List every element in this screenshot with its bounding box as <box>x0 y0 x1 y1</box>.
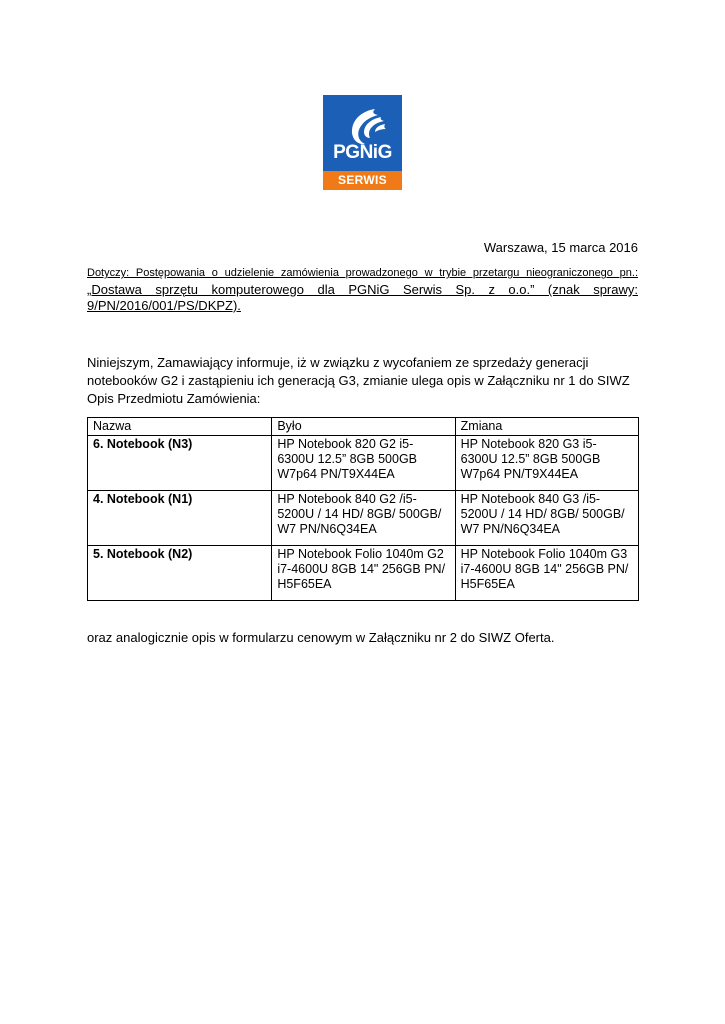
intro-paragraph: Niniejszym, Zamawiający informuje, iż w związku z wycofaniem ze sprzedaży generacji notebooków G2 i zastąpieniu ich generacją G3, zmianie ulega opis w Załączniku nr 1 do SIWZ Opis Przedmiotu Zamówienia: <box>87 355 630 406</box>
subject-line-3: 9/PN/2016/001/PS/DKPZ). <box>87 298 241 313</box>
document-date: Warszawa, 15 marca 2016 <box>483 240 638 255</box>
table-row <box>88 491 639 546</box>
table-row <box>88 436 639 491</box>
row-before: HP Notebook 840 G2 /i5-5200U / 14 HD/ 8GB/ 500GB/ W7 PN/N6Q34EA <box>272 491 455 546</box>
header-after: Zmiana <box>455 418 638 436</box>
row-before: HP Notebook 820 G2 i5-6300U 12.5” 8GB 500GB W7p64 PN/T9X44EA <box>272 436 455 491</box>
company-logo <box>323 95 402 190</box>
row-after: HP Notebook 840 G3 /i5-5200U / 14 HD/ 8GB/ 500GB/ W7 PN/N6Q34EA <box>455 491 638 546</box>
table-row <box>88 546 639 601</box>
row-before: HP Notebook Folio 1040m G2 i7-4600U 8GB 14" 256GB PN/ H5F65EA <box>272 546 455 601</box>
row-name: 5. Notebook (N2) <box>88 546 272 601</box>
row-name: 6. Notebook (N3) <box>88 436 272 491</box>
closing-paragraph: oraz analogicznie opis w formularzu cenowym w Załączniku nr 2 do SIWZ Oferta. <box>87 630 555 645</box>
table-header-row <box>88 418 639 436</box>
subject-line-2: „Dostawa sprzętu komputerowego dla PGNiG Serwis Sp. z o.o.” (znak sprawy: <box>87 282 638 297</box>
header-name: Nazwa <box>88 418 272 436</box>
changes-table <box>87 417 639 601</box>
logo-emblem <box>323 95 402 171</box>
logo-sub-text: SERWIS <box>323 171 402 190</box>
header-before: Było <box>272 418 455 436</box>
subject-block <box>87 267 638 314</box>
logo-brand-text: PGNiG <box>333 142 392 163</box>
row-after: HP Notebook Folio 1040m G3 i7-4600U 8GB 14" 256GB PN/ H5F65EA <box>455 546 638 601</box>
subject-line-1: Dotyczy: Postępowania o udzielenie zamówienia prowadzonego w trybie przetargu nieograniczonego pn.: <box>87 267 638 279</box>
row-name: 4. Notebook (N1) <box>88 491 272 546</box>
row-after: HP Notebook 820 G3 i5-6300U 12.5” 8GB 500GB W7p64 PN/T9X44EA <box>455 436 638 491</box>
